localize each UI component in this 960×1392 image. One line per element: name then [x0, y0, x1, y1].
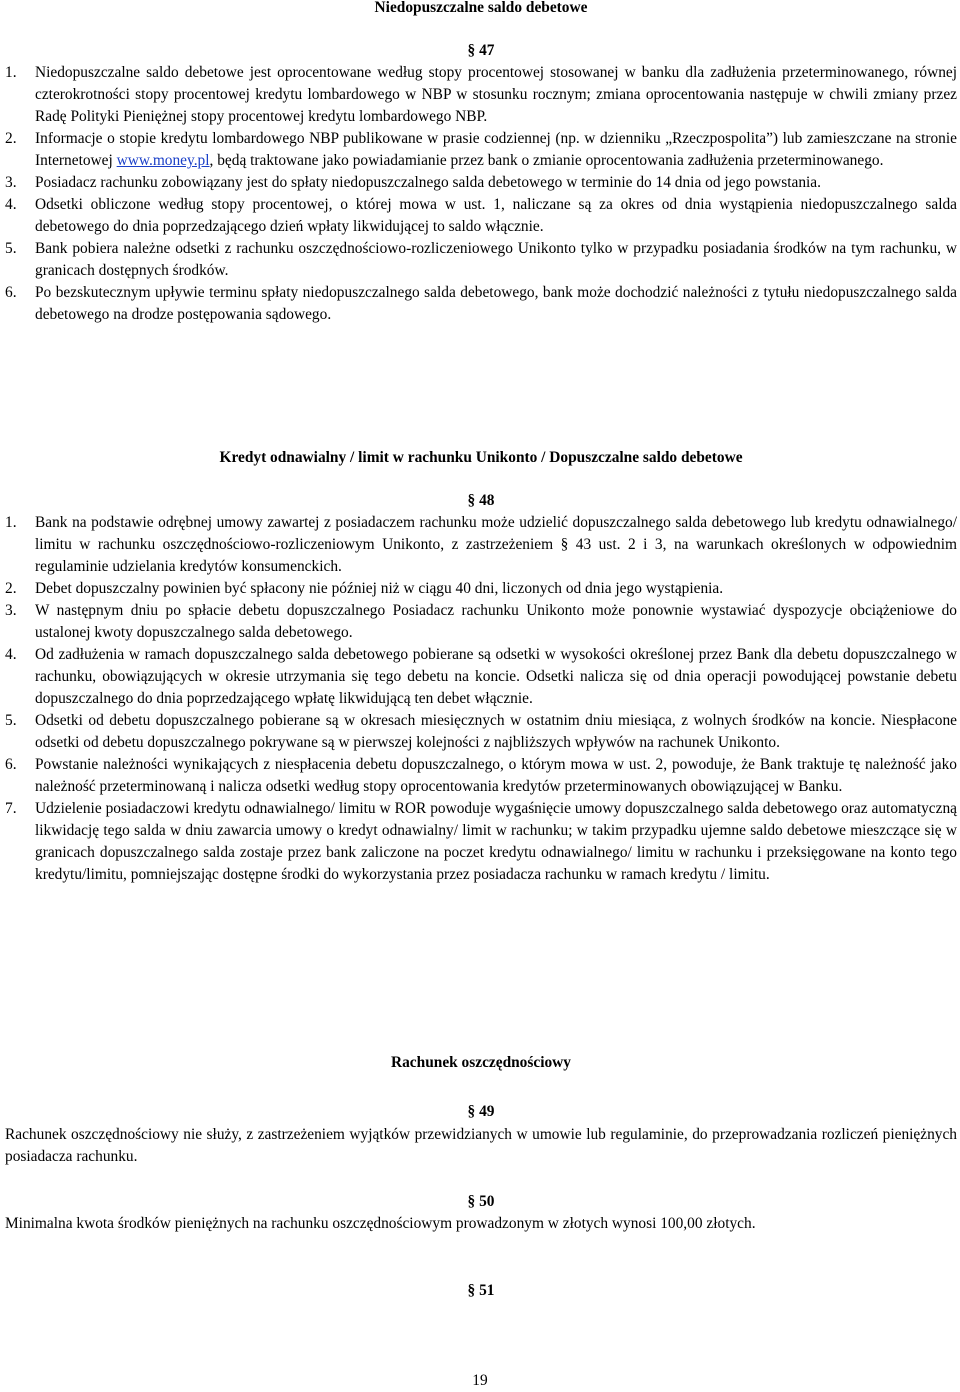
item-text: Bank na podstawie odrębnej umowy zawartej z posiadaczem rachunku może udzielić dopuszczalnego salda debetowego lub kredytu odnawialnego/ limitu w rachunku oszczędnościowo-rozliczeniowym Unikonto, z zastrzeżeniem § 43 ust. 2 i 3, na warunkach określonych w odpowiednim regulaminie udzielania kredytów konsumenckich. [35, 514, 957, 575]
item-text: Odsetki obliczone według stopy procentowej, o której mowa w ust. 1, naliczane są za okres od dnia wystąpienia niedopuszczalnego salda debetowego do dnia poprzedzającego dzień wpłaty likwidującej to saldo włącznie. [35, 196, 957, 235]
item-number: 3. [5, 602, 17, 619]
paragraph-49-text: Rachunek oszczędnościowy nie służy, z zastrzeżeniem wyjątków przewidzianych w umowie lub regulaminie, do przeprowadzania rozliczeń pieniężnych posiadacza rachunku. [5, 1126, 957, 1165]
item-number: 1. [5, 64, 17, 81]
list-item [5, 282, 957, 326]
item-number: 6. [5, 756, 17, 773]
item-text: Po bezskutecznym upływie terminu spłaty niedopuszczalnego salda debetowego, bank może dochodzić należności z tytułu niedopuszczalnego salda debetowego na drodze postępowania sądowego. [35, 284, 957, 323]
item-text: Debet dopuszczalny powinien być spłacony nie później niż w ciągu 40 dni, liczonych od dnia jego wystąpienia. [35, 580, 724, 597]
item-number: 2. [5, 580, 17, 597]
item-text: W następnym dniu po spłacie debetu dopuszczalnego Posiadacz rachunku Unikonto może ponownie wystawiać dyspozycje obciążeniowe do ustalonej kwoty dopuszczalnego salda debetowego. [35, 602, 957, 641]
paragraph-number: § 47 [467, 42, 495, 59]
list-item [5, 128, 957, 172]
item-number: 4. [5, 196, 17, 213]
item-text: Udzielenie posiadaczowi kredytu odnawialnego/ limitu w ROR powoduje wygaśnięcie umowy dopuszczalnego salda debetowego oraz automatyczną likwidację tego salda w dniu zawarcia umowy o kredyt odnawialny/ limit w rachunku; w takim przypadku ujemne saldo debetowe mieszczące się w granicach dopuszczalnego salda zostaje przez bank zaliczone na poczet kredytu odnawialnego/ limitu w rachunku i przeksięgowane na konto tego kredytu/limitu, pomniejszając dostępne środki do wykorzystania przez posiadacza rachunku w ramach kredytu / limitu. [35, 800, 957, 883]
item-number: 4. [5, 646, 17, 663]
item-number: 5. [5, 712, 17, 729]
paragraph-50-text: Minimalna kwota środków pieniężnych na rachunku oszczędnościowym prowadzonym w złotych wynosi 100,00 złotych. [5, 1215, 756, 1232]
list-item [5, 62, 957, 128]
item-text: Od zadłużenia w ramach dopuszczalnego salda debetowego pobierane są odsetki w wysokości określonej przez Bank dla debetu dopuszczalnego w rachunku, obowiązujących w okresie utrzymania się tego debetu na koncie. Odsetki nalicza się od dnia operacji powodującej powstanie debetu dopuszczalnego do dnia poprzedzającego wpłatę likwidującą ten debet włącznie. [35, 646, 957, 707]
paragraph-47-body [5, 62, 957, 326]
list-item [5, 194, 957, 238]
paragraph-number: § 49 [467, 1103, 495, 1120]
paragraph-48-body [5, 512, 957, 886]
list-item [5, 644, 957, 710]
paragraph-number: § 50 [467, 1193, 495, 1210]
item-text: Powstanie należności wynikających z niespłacenia debetu dopuszczalnego, o którym mowa w ust. 2, powoduje, że Bank traktuje tę należność jako należność przeterminowaną i nalicza odsetki według stopy oprocentowania kredytów przeterminowanych obowiązującej w Banku. [35, 756, 957, 795]
item-text: Odsetki od debetu dopuszczalnego pobierane są w okresach miesięcznych w ostatnim dniu miesiąca, z wolnych środków na koncie. Niespłacone odsetki od debetu dopuszczalnego pokrywane są w pierwszej kolejności z najbliższych wpływów na rachunek Unikonto. [35, 712, 957, 751]
list-item [5, 710, 957, 754]
item-text-end: , będą traktowane jako powiadamianie przez bank o zmianie oprocentowania zadłużenia przeterminowanego. [209, 152, 884, 169]
item-number: 3. [5, 174, 17, 191]
item-text: Bank pobiera należne odsetki z rachunku oszczędnościowo-rozliczeniowego Unikonto tylko w przypadku posiadania środków na tym rachunku, w granicach dostępnych środków. [35, 240, 957, 279]
item-text [35, 128, 957, 172]
list-item [5, 798, 957, 886]
section-title: Kredyt odnawialny / limit w rachunku Unikonto / Dopuszczalne saldo debetowe [219, 449, 743, 466]
item-number: 5. [5, 240, 17, 257]
list-item [5, 600, 957, 644]
item-number: 2. [5, 130, 17, 147]
money-link[interactable]: www.money.pl [116, 152, 210, 169]
list-item [5, 238, 957, 282]
item-number: 7. [5, 800, 17, 817]
section-title: Niedopuszczalne saldo debetowe [374, 0, 588, 16]
list-item [5, 172, 957, 194]
item-text: Posiadacz rachunku zobowiązany jest do spłaty niedopuszczalnego salda debetowego w terminie do 14 dnia od jego powstania. [35, 174, 821, 191]
paragraph-number: § 48 [467, 492, 495, 509]
list-item [5, 512, 957, 578]
list-item [5, 578, 957, 600]
paragraph-number: § 51 [467, 1282, 495, 1299]
section-title: Rachunek oszczędnościowy [391, 1054, 571, 1071]
item-number: 6. [5, 284, 17, 301]
item-text: Niedopuszczalne saldo debetowe jest oprocentowane według stopy procentowej stosowanej w banku dla zadłużenia przeterminowanego, równej czterokrotności stopy procentowej kredytu lombardowego w NBP w stosunku rocznym; zmiana oprocentowania następuje w chwili zmiany przez Radę Polityki Pieniężnej stopy procentowej kredytu lombardowego NBP. [35, 64, 957, 125]
list-item [5, 754, 957, 798]
item-text-start: Informacje o stopie kredytu lombardowego NBP publikowane w prasie codziennej (np. w dzienniku „Rzeczpospolita”) lub zamieszczane na stronie Internetowej [35, 130, 957, 169]
item-number: 1. [5, 514, 17, 531]
page-number: 19 [472, 1372, 488, 1389]
